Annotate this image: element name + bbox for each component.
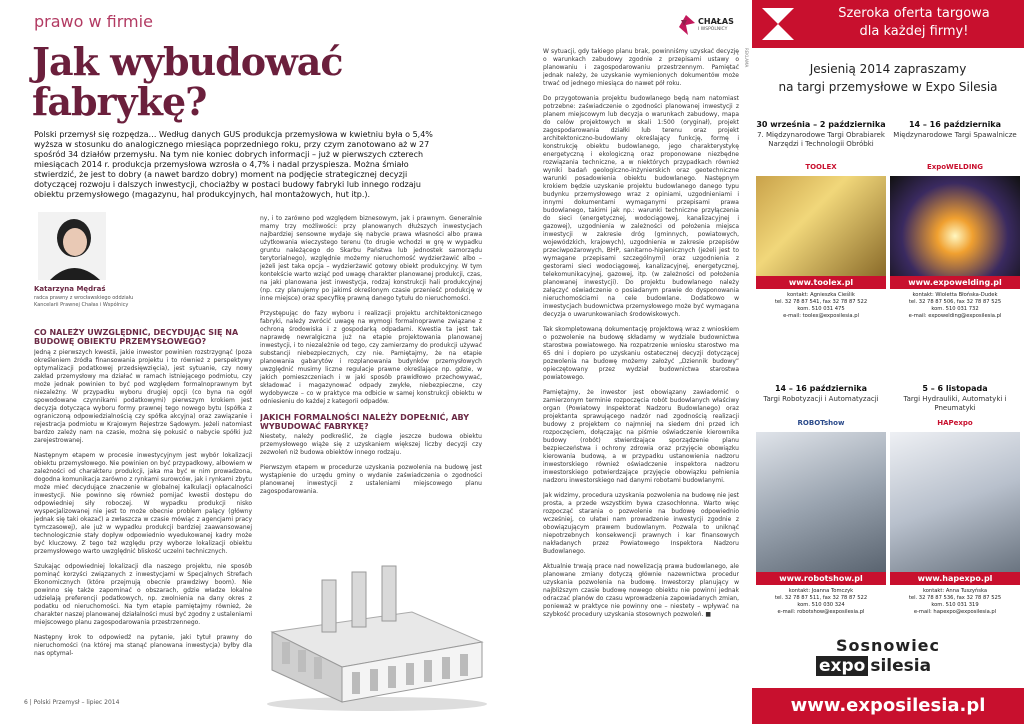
contact-line: tel. 32 78 87 506, fax 32 78 87 525 (908, 299, 1002, 305)
author-portrait-icon (38, 212, 106, 280)
contact-line: tel. 32 78 87 511, fax 32 78 87 522 (774, 595, 868, 601)
contact-line: kontakt: Anna Tuszyńska (922, 588, 988, 594)
col3-paragraph: Tak skompletowaną dokumentację projektową wraz z wnioskiem o pozwolenie na budowę składamy w wydziale budownictwa starostwa powiatowego. Na rozpatrzenie wniosku starostwo ma 65 dni i dopiero po uzyskaniu ostatecznej decyzji dotyczącej pozwolenia na budowę możemy założyć „Dziennik budowy” opieczętowany przez wydział budownictwa starostwa powiatowego. (543, 326, 739, 381)
event-url[interactable]: www.toolex.pl (756, 276, 886, 289)
contact-line: kom. 510 031 319 (931, 602, 979, 608)
banner-line-2: dla każdej firmy! (859, 24, 969, 39)
event-date: 14 – 16 października (908, 120, 1002, 129)
site-url-bar[interactable] (752, 688, 1024, 724)
author-photo (38, 212, 106, 280)
title-line-2: fabrykę? (32, 79, 207, 124)
logo-expo: expo (816, 656, 868, 676)
event-logo: ROBOTshow (797, 419, 845, 427)
event-name: Międzynarodowe Targi Spawalnicze (893, 131, 1017, 139)
expo-silesia-logo (816, 656, 931, 678)
contact-line: kontakt: Agnieszka Cieślik (787, 292, 855, 298)
expo-arrow-icon (758, 4, 798, 44)
event-url[interactable]: www.expowelding.pl (890, 276, 1020, 289)
event-url[interactable]: www.robotshow.pl (756, 572, 886, 585)
contact-line: e-mail: robotshow@exposilesia.pl (777, 609, 865, 615)
banner-line-1: Szeroka oferta targowa (838, 6, 990, 21)
event-expowelding (890, 120, 1020, 320)
contact-line: kontakt: Joanna Tomczyk (788, 588, 854, 594)
col2-paragraph: Niestety, należy podkreślić, że ciągle jeszcze budowa obiektu przemysłowego wiąże się z uzyskaniem większej liczby decyzji czy zezwoleń niż budowa obiektów innego rodzaju. (260, 433, 482, 456)
reklama-label: REKLAMA (744, 48, 749, 68)
invite-line-2: na targi przemysłowe w Expo Silesia (778, 80, 998, 94)
event-toolex (756, 120, 886, 320)
col3-paragraph: Aktualnie trwają prace nad nowelizacją prawa budowlanego, ale planowane zmiany dotyczą głównie nazewnictwa procedur uzyskania pozwolenia na budowę. Inwestorzy planujący w najbliższym czasie budowę nowego obiektu nie powinni jednak odraczać planów do czasu wprowadzenia zapowiadanych zmian, ponieważ w praktyce nie powinny one – niestety – wpływać na szybkość procedury uzyskania stosownych pozwoleń. ■ (543, 563, 739, 618)
contact-line: kom. 510 031 475 (797, 306, 845, 312)
article-column-2 (260, 215, 482, 535)
contact-line: tel. 32 78 87 541, fax 32 78 87 522 (774, 299, 868, 305)
event-robotshow (756, 384, 886, 616)
event-logo: HAPexpo (937, 419, 973, 427)
section-2-heading: JAKICH FORMALNOŚCI NALEŻY DOPEŁNIĆ, ABY WYBUDOWAĆ FABRYKĘ? (260, 413, 470, 431)
col3-paragraph: Do przygotowania projektu budowlanego będą nam natomiast potrzebne: zaświadczenie o zgodności planowanej inwestycji z planem miejscowym lub decyzja o warunkach zabudowy, mapa do celów projektowych w skali 1:500 (oryginał), projekt zagospodarowania działki lub terenu oraz projekt architektoniczno-budowlany określający funkcję, formę i konstrukcję obiektu budowlanego, jego charakterystykę energetyczną i ekologiczną oraz proponowane niezbędne rozwiązania techniczne, a w niektórych przypadkach również wyniki badań geologiczno-inżynierskich oraz geotechniczne warunki posadowienia obiektu budowlanego. Następnym krokiem będzie uzyskanie projektu budowlanego danego typu budynku przemysłowego wraz z opiniami, uzgodnieniami i innymi dokumentami wymaganymi przepisami prawa budowlanego, takimi jak np.: warunki techniczne przyłączenia do sieci (energetycznej, wodociągowej, kanalizacyjnej i gazowej), uzgodnienia w zależności od położenia miejsca inwestycji w zakresie dróg (gminnych, powiatowych, wojewódzkich, krajowych), uzgodnienia w zakresie przepisów przeciwpożarowych, BHP, sanitarno-higienicznych (jeżeli jest to wymagane przepisami szczególnymi) oraz uzgodnienia z gestorami sieci wodociągowej, kanalizacyjnej, energetycznej, telekomunikacyjnej, gazowej, itp. (w zależności od położenia planowanej inwestycji). Do projektu budowlanego należy załączyć oświadczenie o posiadanym prawie do dysponowania nieruchomościami na cele budowlane. Dodatkowo w inwestycjach budownictwa przemysłowego może być wymagana decyzja o uwarunkowaniach środowiskowych. (543, 95, 739, 318)
col2-paragraph: Przystępując do fazy wyboru i realizacji projektu architektonicznego fabryki, należy zwrócić uwagę na wymogi formalnoprawne związane z ochroną środowiska i z gospodarką odpadami. Kwestia ta jest tak naprawdę newralgiczna już na etapie projektowania planowanej inwestycji, i to niezależnie od tego, czy zamierzamy do produkcji używać substancji niebezpiecznych, czy nie. Pamiętajmy, że na etapie planowania gabarytów i rozplanowania budynków przemysłowych uwzględnić musimy liczne regulacje prawne określające np. gdzie, w jakich pomieszczeniach i w jaki sposób prawidłowo przechowywać, składować i magazynować odpady zwykłe, niebezpieczne, czy wydobywcze – co w praktyce ma odbicie w samej konstrukcji obiektu w odniesieniu do każdej z kategorii odpadów. (260, 310, 482, 405)
event-photo (756, 432, 886, 572)
page-footer: 6 | Polski Przemysł – lipiec 2014 (24, 699, 120, 706)
city-name: Sosnowiec (835, 636, 941, 655)
col2-paragraph: Pierwszym etapem w procedurze uzyskania pozwolenia na budowę jest wystąpienie do urzędu gminy o wydanie zaświadczenia o zgodności planowanej inwestycji z ustaleniami miejscowego planu zagospodarowania. (260, 464, 482, 495)
ad-banner (752, 0, 1024, 48)
event-date: 14 – 16 października (774, 384, 868, 393)
factory-illustration (262, 562, 492, 712)
event-photo (890, 432, 1020, 572)
title-line-1: Jak wybudować (32, 39, 343, 84)
col3-paragraph: Jak widzimy, procedura uzyskania pozwolenia na budowę nie jest prosta, a przede wszystkim bywa czasochłonna. Warto więc rozpocząć starania o pozwolenie na budowę odpowiednio wcześniej, co ułatwi nam prowadzenie inwestycji zgodnie z obowiązującym prawem budowlanym. Pozwala to uniknąć niepotrzebnych konsekwencji prawnych i kar finansowych nakładanych przez Powiatowego Inspektora Nadzoru Budowlanego. (543, 492, 739, 555)
contact-line: kom. 510 031 732 (931, 306, 979, 312)
author-name: Katarzyna Mędraś (34, 285, 106, 293)
col1-paragraph: Następnym etapem w procesie inwestycyjnym jest wybór lokalizacji obiektu przemysłowego. Nie powinien on być przypadkowy, albowiem w zależności od charakteru produkcji, jaka ma być w nim prowadzona, dogodna komunikacja zarówno z rynkami surowców, jak i rynkami zbytu może mieć decydujące znaczenie w globalnej kalkulacji opłacalności inwestycji. Nie powinno się również pomijać kwestii dostępu do odpowiedniej siły roboczej. W wypadku produkcji nisko wyspecjalizowanej nie jest to może obecnie problem palący (główny jednak się taki okazać) a zwłaszcza w czasie mówiąc z agencjami pracy tymczasowej), ale już w wypadku produkcji bardziej zaawansowanej technologicznie stały dopływ odpowiednio wyedukowanej kadry może być kluczowy. Z tego też względu przy wyborze lokalizacji obiektu przemysłowego warto uwzględnić bliskość uczelni technicznych. (34, 452, 252, 555)
author-role-2: Kancelarii Prawnej Chałas i Wspólnicy (34, 302, 129, 308)
contact-line: e-mail: toolex@exposilesia.pl (783, 313, 859, 319)
logo-silesia: silesia (870, 656, 932, 676)
invite-line-1: Jesienią 2014 zapraszamy (809, 62, 967, 76)
contact-line: kontakt: Wioletta Błońska-Dudek (912, 292, 998, 298)
contact-line: tel. 32 78 87 536, fax 32 78 87 525 (908, 595, 1002, 601)
author-role-1: radca prawny z wrocławskiego oddziału (34, 295, 134, 301)
col1-paragraph: Następny krok to odpowiedź na pytanie, jaki tytuł prawny do nieruchomości (na której ma stanąć planowana inwestycja) byłby dla nas optymal- (34, 634, 252, 657)
brand-name: CHAŁAS (698, 17, 734, 26)
brand-logo (676, 14, 738, 38)
section-kicker: prawo w firmie (34, 12, 153, 31)
event-logo: ExpoWELDING (926, 163, 984, 171)
article-title (32, 39, 343, 124)
expo-ad (752, 0, 1024, 724)
section-1-heading: CO NALEŻY UWZGLĘDNIĆ, DECYDUJĄC SIĘ NA BUDOWĘ OBIEKTU PRZEMYSŁOWEGO? (34, 328, 239, 346)
contact-line: kom. 510 030 324 (797, 602, 845, 608)
col3-paragraph: W sytuacji, gdy takiego planu brak, powinniśmy uzyskać decyzję o warunkach zabudowy zgodnie z przepisami ustawy o planowaniu i zagospodarowaniu przestrzennym. Pamiętać jednak należy, że uzyskanie wymienionych dokumentów może trwać od jednego miesiąca do nawet pół roku. (543, 48, 739, 87)
event-date: 30 września – 2 października (756, 120, 886, 129)
contact-line: e-mail: expowelding@exposilesia.pl (908, 313, 1002, 319)
event-photo (756, 176, 886, 276)
col2-paragraph: ny, i to zarówno pod względem biznesowym, jak i prawnym. Generalnie mamy trzy możliwości: przy planowanych dłuższych inwestycjach najbardziej sensowne wydaje się nabycie prawa własności albo prawa użytkowania wieczystego terenu (to drugie wchodzi w grę w wypadku gruntu należącego do Skarbu Państwa lub jednostek samorządu terytorialnego), względnie możemy nieruchomość wydzierżawić albo – jeżeli jest taka opcja – wydzierżawić gotowy obiekt produkcyjny. W tym kontekście warto wziąć pod uwagę charakter planowanej produkcji, czas, na jaki planowana jest inwestycja, rodzaj konstrukcji hali produkcyjnej (np. czy planujemy po jakimś określonym czasie przenieść produkcję w inne miejsce) oraz specyfikę prawną danego tytułu do nieruchomości. (260, 215, 482, 302)
event-name: Targi Robotyzacji i Automatyzacji (763, 395, 879, 403)
article-lead: Polski przemysł się rozpędza… Według danych GUS produkcja przemysłowa w kwietniu była o 5,4% wyższa w stosunku do analogicznego miesiąca poprzedniego roku, przy czym zanotowano aż w 27 spośród 34 działów przemysłu. Na tym nie koniec dobrych informacji – już w pierwszych czterech miesiącach 2014 r. produkcja przemysłowa wzrosła o 4,7% i nadal przyspiesza. Można śmiało stwierdzić, że jest to dobry (a nawet bardzo dobry) moment na podjęcie strategicznej decyzji dotyczącej rozwoju i dalszych inwestycji, chociażby w postaci budowy fabryki lub innego rodzaju obiektu przemysłowego (magazynu, hal produkcyjnych, hal montażowych, hut itp.). (34, 130, 433, 199)
event-photo (890, 176, 1020, 276)
brand-sub: I WSPÓLNICY (698, 27, 728, 32)
event-name: Targi Hydrauliki, Automatyki i Pneumatyki (903, 395, 1007, 412)
contact-line: e-mail: hapexpo@exposilesia.pl (913, 609, 997, 615)
event-hapexpo (890, 384, 1020, 616)
event-logo: TOOLEX (805, 163, 837, 171)
col3-paragraph: Pamiętajmy, że inwestor jest obowiązany zawiadomić o zamierzonym terminie rozpoczęcia robót budowlanych właściwy organ (Powiatowy Inspektorat Nadzoru Budowlanego) oraz projektanta sprawującego nadzór nad zgodnością realizacji budowy z projektem co najmniej na siedem dni przed ich rozpoczęciem, dołączając na piśmie oświadczenie kierownika budowy (robót) stwierdzające sporządzenie planu bezpieczeństwa i ochrony zdrowia oraz przyjęcie obowiązku kierowania budową, a w przypadku ustanowienia nadzoru inwestorskiego również oświadczenie inspektora nadzoru inwestorskiego potwierdzające przyjęcie obowiązku pełnienia nadzoru inwestorskiego nad danymi robotami budowlanymi. (543, 389, 739, 484)
event-name: 7. Międzynarodowe Targi Obrabiarek Narzędzi i Technologii Obróbki (757, 131, 885, 148)
chalas-logo-icon (676, 14, 696, 36)
col1-paragraph: Jedną z pierwszych kwestii, jakie inwestor powinien rozstrzygnąć (poza określeniem źródła finansowania projektu i to również z perspektywy optymalizacji podatkowej przedsięwzięcia), jest sytuanie, czy nowy zakład przemysłowy ma działać w ramach istniejącego podmiotu, czy może jednak powinien to być pod względem formalnoprawnym byt niezależny. W przypadku wyboru drugiej opcji (co byna na ogół spowodowane czynnikami podatkowymi) pierwszym krokiem jest decyzja dotycząca wyboru formy prawnej tego nowego bytu (spółka z ograniczoną odpowiedzialnością czy spółka akcyjna) oraz zawiązanie i rejestracja podmiotu w Krajowym Rejestrze Sądowym. Jeżeli natomiast bardzo zależy nam na czasie, można się pokusić o nabycie spółki już zarejestrowanej. (34, 349, 252, 444)
article-column-3 (543, 48, 739, 688)
article-column-1 (34, 328, 252, 690)
event-url[interactable]: www.hapexpo.pl (890, 572, 1020, 585)
event-date: 5 – 6 listopada (922, 384, 988, 393)
site-url: www.exposilesia.pl (790, 695, 986, 716)
col1-paragraph: Szukając odpowiedniej lokalizacji dla naszego projektu, nie sposób pominąć korzyści związanych z inwestycjami w Specjalnych Strefach Ekonomicznych (które przejmują obecnie prawdziwy boom). Nie powinno się także zapominać o obszarach, gdzie władze lokalne udzielają preferencji podatkowych, np. zwolnienia na dany okres z podatku od nieruchomości. Na tym etapie pamiętajmy również, że charakter naszej planowanej działalności musi być zgodny z ustaleniami miejscowego planu zagospodarowania przestrzennego. (34, 563, 252, 626)
